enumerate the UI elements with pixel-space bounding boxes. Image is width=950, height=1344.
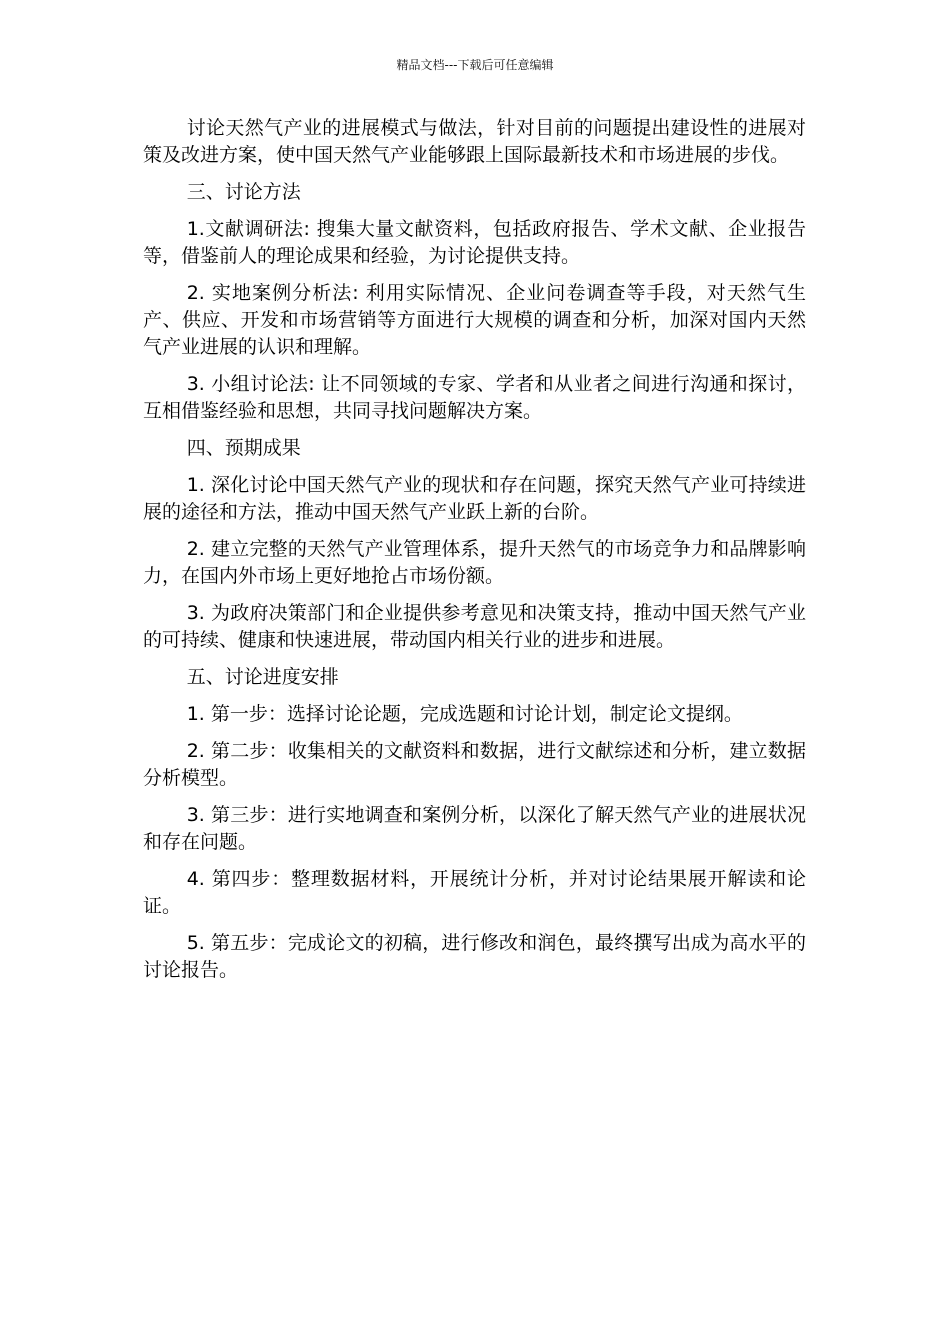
section-heading-schedule: 五、讨论进度安排 [186, 666, 339, 688]
schedule-item-5: 5. 第五步：完成论文的初稿，进行修改和润色，最终撰写出成为高水平的讨论报告。 [143, 932, 806, 981]
schedule-item-4: 4. 第四步：整理数据材料，开展统计分析，并对讨论结果展开解读和论证。 [143, 868, 806, 917]
outcome-item-1: 1. 深化讨论中国天然气产业的现状和存在问题，探究天然气产业可持续进展的途径和方法，推动中国天然气产业跃上新的台阶。 [143, 474, 806, 523]
intro-paragraph: 讨论天然气产业的进展模式与做法，针对目前的问题提出建设性的进展对策及改进方案，使中国天然气产业能够跟上国际最新技术和市场进展的步伐。 [143, 117, 806, 166]
outcome-item-3: 3. 为政府决策部门和企业提供参考意见和决策支持，推动中国天然气产业的可持续、健康和快速进展，带动国内相关行业的进步和进展。 [143, 602, 806, 651]
schedule-item-3: 3. 第三步：进行实地调查和案例分析，以深化了解天然气产业的进展状况和存在问题。 [143, 804, 806, 853]
method-item-3: 3. 小组讨论法: 让不同领域的专家、学者和从业者之间进行沟通和探讨，互相借鉴经验和思想，共同寻找问题解决方案。 [143, 373, 806, 422]
schedule-item-1: 1. 第一步：选择讨论论题，完成选题和讨论计划，制定论文提纲。 [186, 703, 743, 725]
document-body [143, 115, 806, 994]
schedule-item-2: 2. 第二步：收集相关的文献资料和数据，进行文献综述和分析，建立数据分析模型。 [143, 740, 806, 789]
section-heading-methods: 三、讨论方法 [186, 181, 301, 203]
method-item-1: 1.文献调研法: 搜集大量文献资料，包括政府报告、学术文献、企业报告等，借鉴前人的理论成果和经验，为讨论提供支持。 [143, 218, 806, 267]
method-item-2: 2. 实地案例分析法: 利用实际情况、企业问卷调查等手段，对天然气生产、供应、开发和市场营销等方面进行大规模的调查和分析，加深对国内天然气产业进展的认识和理解。 [143, 282, 806, 358]
section-heading-outcomes: 四、预期成果 [186, 437, 301, 459]
page-header: 精品文档---下载后可任意编辑 [396, 58, 554, 72]
outcome-item-2: 2. 建立完整的天然气产业管理体系，提升天然气的市场竞争力和品牌影响力，在国内外市场上更好地抢占市场份额。 [143, 538, 806, 587]
